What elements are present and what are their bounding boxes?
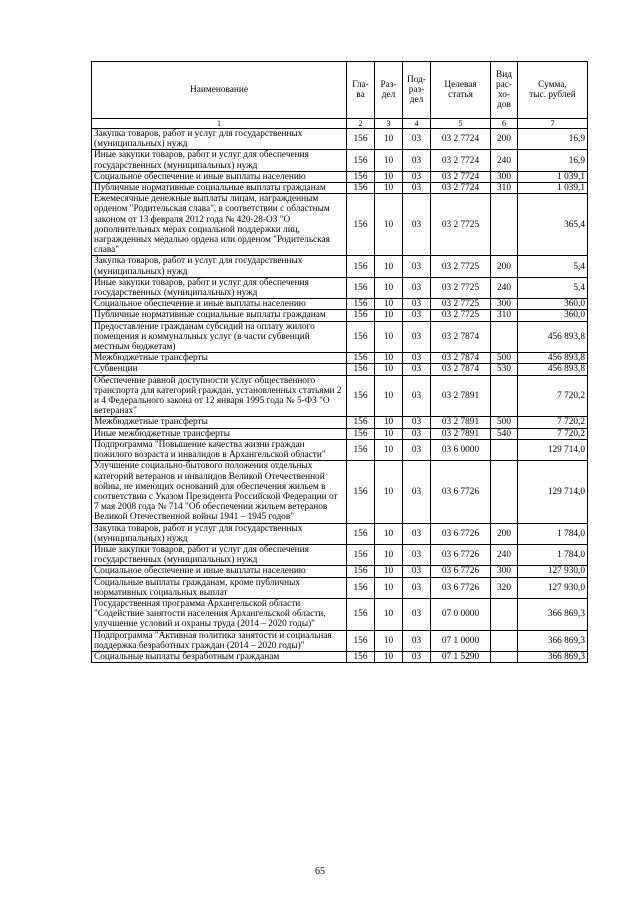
row-name-cell: Обеспечение равной доступности услуг общественного транспорта для категорий граждан, установленных статьями 2 и 4 Федерального закона от 12 января 1995 года № 5-ФЗ "О ветеранах" xyxy=(92,375,347,417)
column-number: 2 xyxy=(347,119,375,129)
row-target-cell: 03 2 7891 xyxy=(431,375,491,417)
row-section-cell: 10 xyxy=(375,428,403,439)
row-amount-cell: 366 869,3 xyxy=(518,598,588,630)
row-chapter-cell: 156 xyxy=(347,277,375,298)
row-subsection-cell: 03 xyxy=(403,375,431,417)
row-subsection-cell: 03 xyxy=(403,544,431,565)
row-amount-cell: 1 039,1 xyxy=(518,171,588,182)
row-amount-cell: 366 869,3 xyxy=(518,651,588,662)
row-chapter-cell: 156 xyxy=(347,256,375,277)
table-row xyxy=(92,375,588,417)
row-subsection-cell: 03 xyxy=(403,256,431,277)
row-target-cell: 03 2 7724 xyxy=(431,150,491,171)
row-section-cell: 10 xyxy=(375,523,403,544)
row-expense-type-cell xyxy=(491,439,518,460)
row-chapter-cell: 156 xyxy=(347,523,375,544)
row-amount-cell: 1 039,1 xyxy=(518,183,588,194)
row-name-cell: Субвенции xyxy=(92,364,347,375)
row-section-cell: 10 xyxy=(375,321,403,353)
row-target-cell: 03 2 7724 xyxy=(431,183,491,194)
row-expense-type-cell: 300 xyxy=(491,171,518,182)
table-row xyxy=(92,544,588,565)
row-target-cell: 03 2 7725 xyxy=(431,277,491,298)
row-section-cell: 10 xyxy=(375,544,403,565)
row-amount-cell: 16,9 xyxy=(518,129,588,150)
row-name-cell: Публичные нормативные социальные выплаты гражданам xyxy=(92,310,347,321)
row-expense-type-cell: 200 xyxy=(491,129,518,150)
row-name-cell: Подпрограмма "Активная политика занятости и социальная поддержка безработных граждан (2014 – 2020 годы)" xyxy=(92,630,347,651)
row-expense-type-cell: 500 xyxy=(491,353,518,364)
row-chapter-cell: 156 xyxy=(347,150,375,171)
row-subsection-cell: 03 xyxy=(403,651,431,662)
row-target-cell: 03 2 7725 xyxy=(431,256,491,277)
column-number: 4 xyxy=(403,119,431,129)
row-subsection-cell: 03 xyxy=(403,353,431,364)
row-section-cell: 10 xyxy=(375,183,403,194)
row-amount-cell: 7 720,2 xyxy=(518,428,588,439)
row-subsection-cell: 03 xyxy=(403,523,431,544)
table-row xyxy=(92,364,588,375)
table-row xyxy=(92,566,588,577)
row-name-cell: Иные закупки товаров, работ и услуг для обеспечения государственных (муниципальных) нужд xyxy=(92,544,347,565)
table-row xyxy=(92,428,588,439)
row-name-cell: Государственная программа Архангельской области "Содействие занятости населения Архангельской области, улучшение условий и охраны труда (2014 – 2020 годы)" xyxy=(92,598,347,630)
row-section-cell: 10 xyxy=(375,299,403,310)
row-subsection-cell: 03 xyxy=(403,439,431,460)
row-amount-cell: 456 893,8 xyxy=(518,321,588,353)
row-amount-cell: 129 714,0 xyxy=(518,439,588,460)
row-expense-type-cell: 300 xyxy=(491,566,518,577)
table-row xyxy=(92,183,588,194)
row-subsection-cell: 03 xyxy=(403,129,431,150)
header-row xyxy=(92,62,588,119)
row-expense-type-cell: 530 xyxy=(491,364,518,375)
row-target-cell: 03 2 7874 xyxy=(431,353,491,364)
row-expense-type-cell: 200 xyxy=(491,256,518,277)
row-section-cell: 10 xyxy=(375,353,403,364)
row-amount-cell: 360,0 xyxy=(518,299,588,310)
table-row xyxy=(92,171,588,182)
header-target: Целевая статья xyxy=(431,62,491,119)
row-chapter-cell: 156 xyxy=(347,461,375,523)
row-name-cell: Иные закупки товаров, работ и услуг для обеспечения государственных (муниципальных) нужд xyxy=(92,150,347,171)
row-target-cell: 03 6 7726 xyxy=(431,523,491,544)
row-subsection-cell: 03 xyxy=(403,461,431,523)
row-expense-type-cell xyxy=(491,375,518,417)
page-number: 65 xyxy=(315,866,325,877)
row-name-cell: Публичные нормативные социальные выплаты гражданам xyxy=(92,183,347,194)
row-chapter-cell: 156 xyxy=(347,598,375,630)
row-subsection-cell: 03 xyxy=(403,598,431,630)
row-expense-type-cell: 240 xyxy=(491,150,518,171)
row-section-cell: 10 xyxy=(375,566,403,577)
row-target-cell: 03 2 7724 xyxy=(431,129,491,150)
row-name-cell: Социальное обеспечение и иные выплаты населению xyxy=(92,171,347,182)
table-row xyxy=(92,598,588,630)
header-subsection: Под- раз- дел xyxy=(403,62,431,119)
row-chapter-cell: 156 xyxy=(347,417,375,428)
row-subsection-cell: 03 xyxy=(403,171,431,182)
row-name-cell: Социальные выплаты гражданам, кроме публичных нормативных социальных выплат xyxy=(92,577,347,598)
row-chapter-cell: 156 xyxy=(347,439,375,460)
row-subsection-cell: 03 xyxy=(403,577,431,598)
row-target-cell: 03 2 7725 xyxy=(431,299,491,310)
row-subsection-cell: 03 xyxy=(403,417,431,428)
row-section-cell: 10 xyxy=(375,129,403,150)
row-amount-cell: 129 714,0 xyxy=(518,461,588,523)
row-target-cell: 03 6 7726 xyxy=(431,544,491,565)
row-section-cell: 10 xyxy=(375,194,403,256)
row-target-cell: 03 2 7725 xyxy=(431,310,491,321)
row-target-cell: 03 6 7726 xyxy=(431,461,491,523)
row-chapter-cell: 156 xyxy=(347,183,375,194)
row-amount-cell: 5,4 xyxy=(518,277,588,298)
row-subsection-cell: 03 xyxy=(403,364,431,375)
column-number: 7 xyxy=(518,119,588,129)
row-amount-cell: 456 893,8 xyxy=(518,364,588,375)
column-number-row xyxy=(92,119,588,129)
row-name-cell: Межбюджетные трансферты xyxy=(92,417,347,428)
row-amount-cell: 1 784,0 xyxy=(518,544,588,565)
row-target-cell: 03 6 7726 xyxy=(431,566,491,577)
row-target-cell: 07 1 0000 xyxy=(431,630,491,651)
row-expense-type-cell: 310 xyxy=(491,310,518,321)
row-name-cell: Межбюджетные трансферты xyxy=(92,353,347,364)
table-row xyxy=(92,256,588,277)
row-chapter-cell: 156 xyxy=(347,566,375,577)
table-body xyxy=(92,129,588,663)
row-section-cell: 10 xyxy=(375,630,403,651)
row-expense-type-cell xyxy=(491,194,518,256)
column-number: 5 xyxy=(431,119,491,129)
row-chapter-cell: 156 xyxy=(347,194,375,256)
header-chapter: Гла- ва xyxy=(347,62,375,119)
column-number: 1 xyxy=(92,119,347,129)
row-section-cell: 10 xyxy=(375,310,403,321)
row-amount-cell: 127 930,0 xyxy=(518,566,588,577)
row-expense-type-cell xyxy=(491,598,518,630)
row-amount-cell: 16,9 xyxy=(518,150,588,171)
row-name-cell: Социальное обеспечение и иные выплаты населению xyxy=(92,566,347,577)
row-amount-cell: 5,4 xyxy=(518,256,588,277)
row-expense-type-cell: 240 xyxy=(491,544,518,565)
row-target-cell: 03 6 7726 xyxy=(431,577,491,598)
row-expense-type-cell: 300 xyxy=(491,299,518,310)
table-row xyxy=(92,417,588,428)
row-section-cell: 10 xyxy=(375,598,403,630)
row-target-cell: 03 2 7724 xyxy=(431,171,491,182)
row-expense-type-cell: 540 xyxy=(491,428,518,439)
row-section-cell: 10 xyxy=(375,651,403,662)
row-target-cell: 07 0 0000 xyxy=(431,598,491,630)
budget-table xyxy=(91,61,588,663)
row-section-cell: 10 xyxy=(375,277,403,298)
header-amount: Сумма, тыс. рублей xyxy=(518,62,588,119)
row-expense-type-cell xyxy=(491,461,518,523)
row-expense-type-cell: 310 xyxy=(491,183,518,194)
row-name-cell: Иные закупки товаров, работ и услуг для обеспечения государственных (муниципальных) нужд xyxy=(92,277,347,298)
row-subsection-cell: 03 xyxy=(403,183,431,194)
table-row xyxy=(92,299,588,310)
row-subsection-cell: 03 xyxy=(403,299,431,310)
row-name-cell: Подпрограмма "Повышение качества жизни граждан пожилого возраста и инвалидов в Архангельской области" xyxy=(92,439,347,460)
header-section: Раз- дел xyxy=(375,62,403,119)
row-target-cell: 03 2 7891 xyxy=(431,428,491,439)
row-section-cell: 10 xyxy=(375,171,403,182)
row-name-cell: Улучшение социально-бытового положения отдельных категорий ветеранов и инвалидов Великой Отечественной войны, не имеющих оснований для обеспечения жильем в соответствии с Указом Президента Российской Федерации от 7 мая 2008 года № 714 "Об обеспечении жильем ветеранов Великой Отечественной войны 1941 – 1945 годов" xyxy=(92,461,347,523)
row-target-cell: 07 1 5290 xyxy=(431,651,491,662)
header-name: Наименование xyxy=(92,62,347,119)
row-chapter-cell: 156 xyxy=(347,375,375,417)
row-section-cell: 10 xyxy=(375,461,403,523)
row-chapter-cell: 156 xyxy=(347,651,375,662)
row-chapter-cell: 156 xyxy=(347,310,375,321)
row-amount-cell: 7 720,2 xyxy=(518,417,588,428)
row-name-cell: Социальное обеспечение и иные выплаты населению xyxy=(92,299,347,310)
row-target-cell: 03 2 7874 xyxy=(431,321,491,353)
row-name-cell: Иные межбюджетные трансферты xyxy=(92,428,347,439)
row-expense-type-cell: 320 xyxy=(491,577,518,598)
row-chapter-cell: 156 xyxy=(347,364,375,375)
row-section-cell: 10 xyxy=(375,417,403,428)
table-row xyxy=(92,651,588,662)
row-subsection-cell: 03 xyxy=(403,630,431,651)
row-name-cell: Ежемесячные денежные выплаты лицам, награжденным орденом "Родительская слава", в соответствии с областным законом от 13 февраля 2012 года № 420-28-ОЗ "О дополнительных мерах социальной поддержки лиц, награжденных медалью ордена или орденом "Родительская слава" xyxy=(92,194,347,256)
row-section-cell: 10 xyxy=(375,150,403,171)
table-row xyxy=(92,523,588,544)
row-chapter-cell: 156 xyxy=(347,129,375,150)
row-expense-type-cell xyxy=(491,321,518,353)
row-chapter-cell: 156 xyxy=(347,321,375,353)
row-chapter-cell: 156 xyxy=(347,428,375,439)
row-section-cell: 10 xyxy=(375,375,403,417)
table-row xyxy=(92,577,588,598)
column-number: 3 xyxy=(375,119,403,129)
row-subsection-cell: 03 xyxy=(403,428,431,439)
row-subsection-cell: 03 xyxy=(403,321,431,353)
row-name-cell: Социальные выплаты безработным гражданам xyxy=(92,651,347,662)
row-amount-cell: 127 930,0 xyxy=(518,577,588,598)
table-row xyxy=(92,353,588,364)
row-chapter-cell: 156 xyxy=(347,630,375,651)
row-chapter-cell: 156 xyxy=(347,353,375,364)
table-row xyxy=(92,439,588,460)
row-expense-type-cell: 500 xyxy=(491,417,518,428)
row-amount-cell: 365,4 xyxy=(518,194,588,256)
row-chapter-cell: 156 xyxy=(347,544,375,565)
row-subsection-cell: 03 xyxy=(403,310,431,321)
row-subsection-cell: 03 xyxy=(403,194,431,256)
row-subsection-cell: 03 xyxy=(403,566,431,577)
table-row xyxy=(92,321,588,353)
row-target-cell: 03 2 7874 xyxy=(431,364,491,375)
table-row xyxy=(92,461,588,523)
row-section-cell: 10 xyxy=(375,577,403,598)
row-subsection-cell: 03 xyxy=(403,277,431,298)
row-name-cell: Закупка товаров, работ и услуг для государственных (муниципальных) нужд xyxy=(92,129,347,150)
row-target-cell: 03 6 0000 xyxy=(431,439,491,460)
table-row xyxy=(92,277,588,298)
row-section-cell: 10 xyxy=(375,439,403,460)
row-target-cell: 03 2 7891 xyxy=(431,417,491,428)
row-section-cell: 10 xyxy=(375,256,403,277)
row-name-cell: Предоставление гражданам субсидий на оплату жилого помещения и коммунальных услуг (в части субвенций местным бюджетам) xyxy=(92,321,347,353)
row-section-cell: 10 xyxy=(375,364,403,375)
table-row xyxy=(92,129,588,150)
row-amount-cell: 360,0 xyxy=(518,310,588,321)
row-subsection-cell: 03 xyxy=(403,150,431,171)
row-amount-cell: 7 720,2 xyxy=(518,375,588,417)
row-name-cell: Закупка товаров, работ и услуг для государственных (муниципальных) нужд xyxy=(92,256,347,277)
table-row xyxy=(92,630,588,651)
row-expense-type-cell: 240 xyxy=(491,277,518,298)
table-row xyxy=(92,310,588,321)
row-target-cell: 03 2 7725 xyxy=(431,194,491,256)
row-expense-type-cell: 200 xyxy=(491,523,518,544)
row-amount-cell: 1 784,0 xyxy=(518,523,588,544)
row-chapter-cell: 156 xyxy=(347,171,375,182)
row-chapter-cell: 156 xyxy=(347,577,375,598)
table-row xyxy=(92,150,588,171)
row-name-cell: Закупка товаров, работ и услуг для государственных (муниципальных) нужд xyxy=(92,523,347,544)
row-amount-cell: 366 869,3 xyxy=(518,630,588,651)
row-expense-type-cell xyxy=(491,651,518,662)
table-row xyxy=(92,194,588,256)
column-number: 6 xyxy=(491,119,518,129)
header-expense-type: Вид рас- хо- дов xyxy=(491,62,518,119)
row-chapter-cell: 156 xyxy=(347,299,375,310)
row-amount-cell: 456 893,8 xyxy=(518,353,588,364)
row-expense-type-cell xyxy=(491,630,518,651)
